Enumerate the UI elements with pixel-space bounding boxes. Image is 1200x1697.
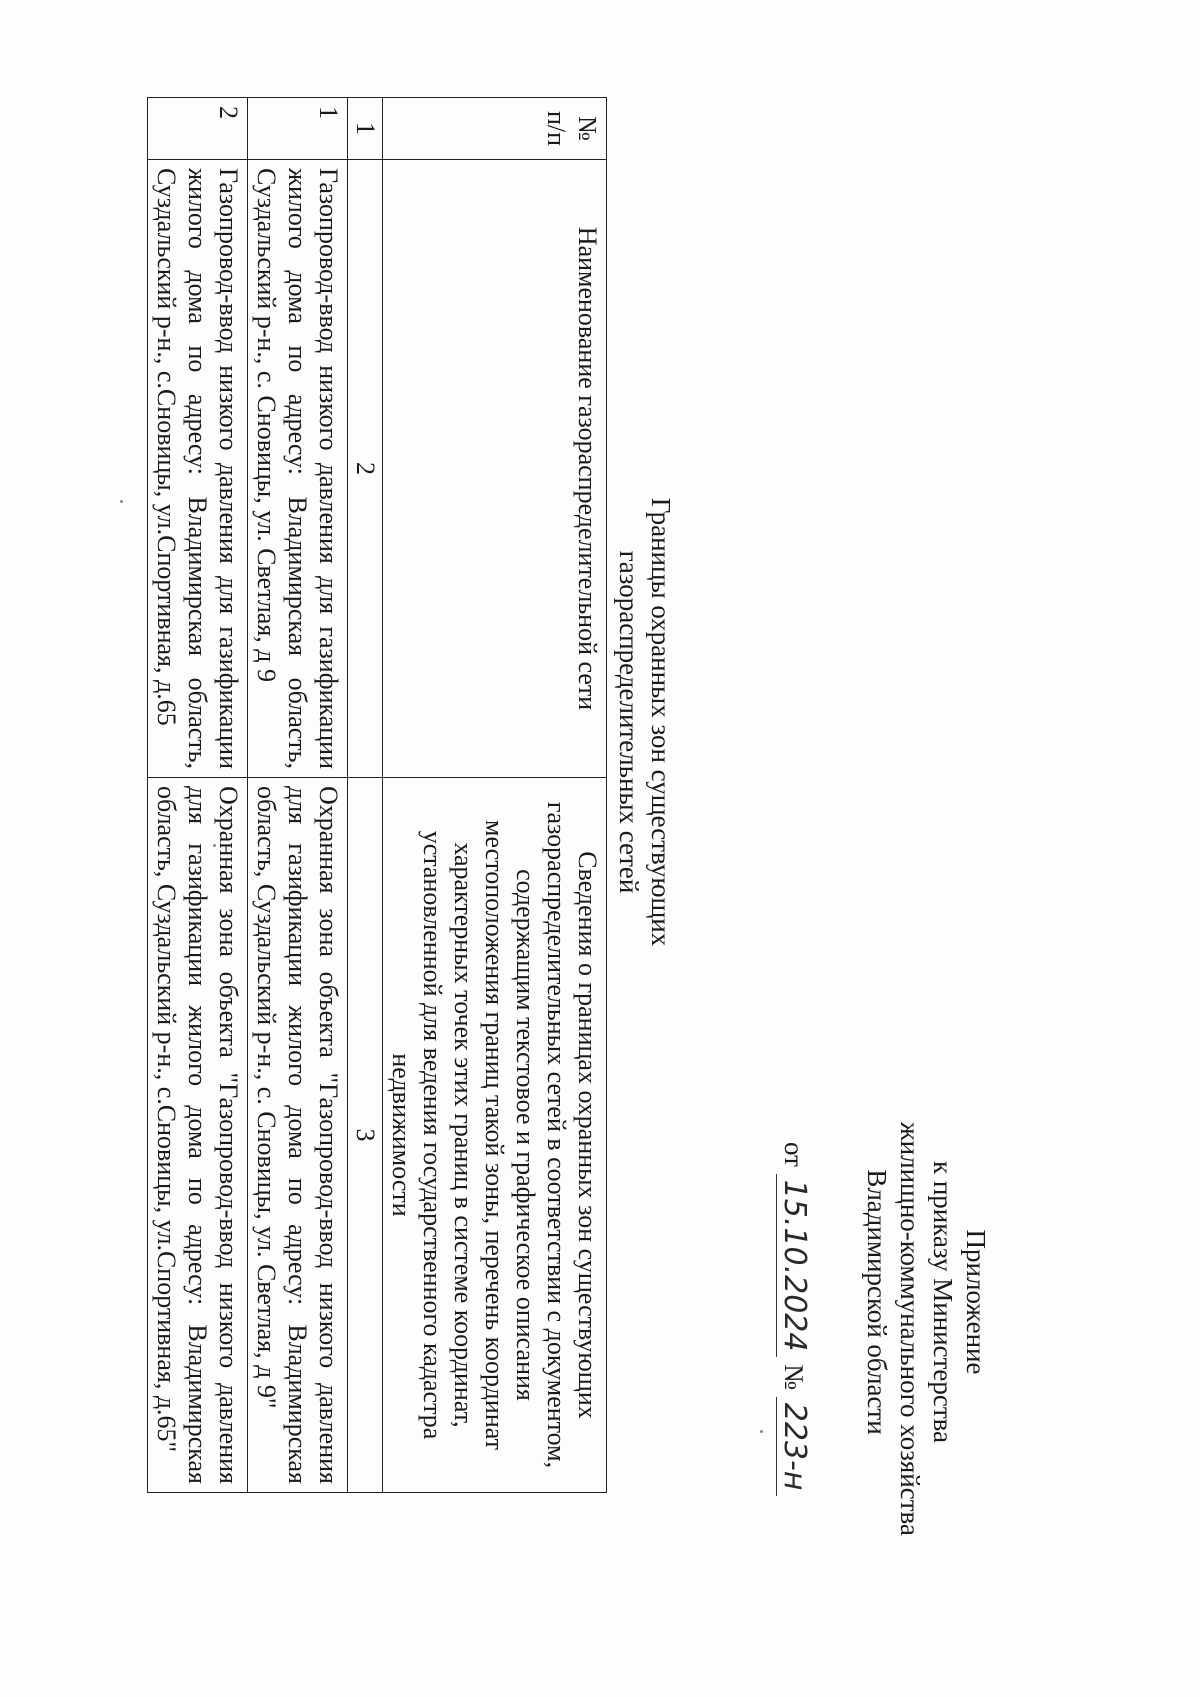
date-prefix: от — [779, 1142, 809, 1167]
title-line-2: газораспределительных сетей — [614, 550, 644, 894]
approval-block — [860, 1122, 992, 1536]
zones-table — [147, 97, 607, 1493]
approval-line-1: Приложение — [961, 1229, 991, 1375]
title-line-1: Границы охранных зон существующих — [646, 497, 676, 947]
table-header-row — [383, 98, 607, 1493]
approval-line-4: Владимирской области — [862, 1169, 892, 1435]
handwritten-date: 15.10.2024 — [776, 1174, 812, 1358]
header-network-name: Наименование газораспределительной сети — [383, 160, 607, 778]
approval-date-line — [777, 1142, 812, 1502]
handwritten-number: 223-н — [776, 1397, 812, 1497]
column-number: 2 — [348, 160, 383, 778]
column-number: 1 — [348, 98, 383, 160]
table-row — [148, 98, 248, 1493]
row-number: 2 — [148, 98, 248, 160]
rotated-sheet — [117, 62, 1012, 1542]
row-number: 1 — [248, 98, 348, 160]
document-title — [613, 392, 677, 1052]
approval-line-2: к приказу Министерства — [928, 1160, 958, 1444]
header-zone-info: Сведения о границах охранных зон существующих газораспределительных сетей в соответствии с документом, содержащим текстовое и графическое описания местоположения границ такой зоны, перечень координат характерных точек этих границ в системе координат, установленной для ведения государственного кадастра недвижимости — [383, 778, 607, 1493]
approval-line-3: жилищно-коммунального хозяйства — [895, 1122, 925, 1536]
zone-info-cell: Охранная зона объекта "Газопровод-ввод низкого давления для газификации жилого дома по адресу: Владимирская область, Суздальский р-н., с. Сновицы, ул. Светлая, д 9" — [248, 778, 348, 1493]
number-sign: № — [779, 1364, 809, 1390]
column-number: 3 — [348, 778, 383, 1493]
network-name-cell: Газопровод-ввод низкого давления для газификации жилого дома по адресу: Владимирская область, Суздальский р-н., с.Сновицы, ул.Спортивная, д.65 — [148, 160, 248, 778]
table-row — [248, 98, 348, 1493]
header-number: № п/п — [383, 98, 607, 160]
column-number-row — [348, 98, 383, 1493]
network-name-cell: Газопровод-ввод низкого давления для газификации жилого дома по адресу: Владимирская область, Суздальский р-н., с. Сновицы, ул. Светлая, д 9 — [248, 160, 348, 778]
zone-info-cell: Охранная зона объекта "Газопровод-ввод низкого давления для газификации жилого дома по адресу: Владимирская область, Суздальский р-н., с.Сновицы, ул.Спортивная, д.65" — [148, 778, 248, 1493]
